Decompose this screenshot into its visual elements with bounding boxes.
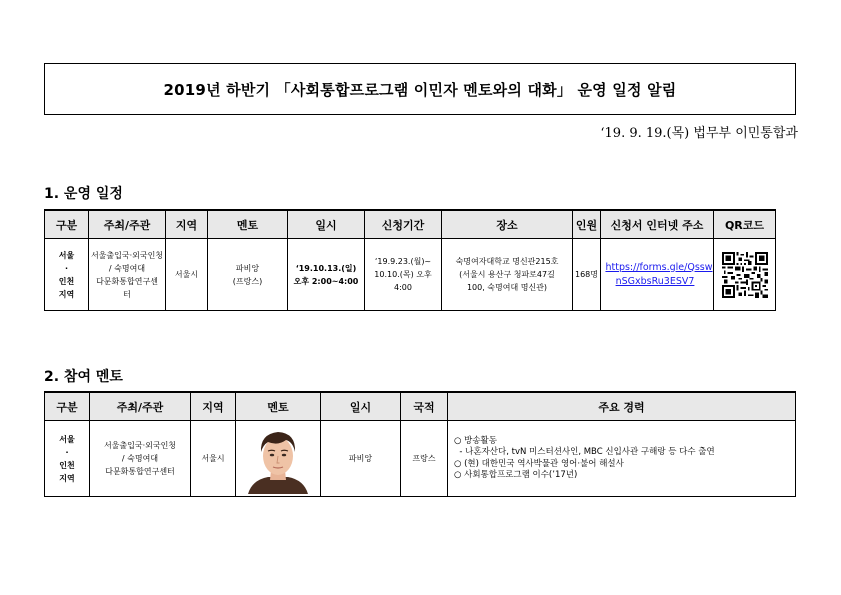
header-category: 구분 [45,210,89,239]
cell-category: 서울 · 인천 지역 [45,421,90,497]
cell-region: 서울시 [166,239,208,311]
schedule-row [45,239,776,311]
cell-place: 숙명여자대학교 명신관215호 (서울시 용산구 청파로47길 100, 숙명여대 명신관) [442,239,573,311]
header-host: 주최/주관 [90,392,191,421]
header-qr: QR코드 [714,210,776,239]
cell-host: 서울출입국·외국인청 / 숙명여대 다문화통합연구센 터 [89,239,166,311]
career-line: ○ 사회통합프로그램 이수(’17년) [454,470,578,480]
section1-heading: 1. 운영 일정 [44,186,123,202]
cell-datetime: ‘19.10.13.(일) 오후 2:00~4:00 [288,239,365,311]
header-url: 신청서 인터넷 주소 [601,210,714,239]
cell-mentor-photo [236,421,321,497]
dateline: ‘19. 9. 19.(목) 법무부 이민통합과 [600,126,798,141]
header-place: 장소 [442,210,573,239]
application-url-link[interactable]: https://forms.gle/QsswnSGxbsRu3ESV7 [605,261,713,287]
header-nationality: 국적 [401,392,448,421]
cell-mentor: 파비앙 (프랑스) [208,239,288,311]
mentor-portrait [238,424,318,494]
header-period: 신청기간 [365,210,442,239]
cell-period: ‘19.9.23.(월)~ 10.10.(목) 오후 4:00 [365,239,442,311]
header-category: 구분 [45,392,90,421]
cell-region: 서울시 [191,421,236,497]
cell-qr [714,239,776,311]
cell-category: 서울 · 인천 지역 [45,239,89,311]
header-career: 주요 경력 [448,392,796,421]
cell-nationality: 프랑스 [401,421,448,497]
header-datetime: 일시 [321,392,401,421]
career-line: ○ (현) 대한민국 역사박물관 영어·불어 해설사 [454,458,624,469]
cell-datetime: 파비앙 [321,421,401,497]
header-region: 지역 [166,210,208,239]
header-mentor: 멘토 [236,392,321,421]
header-datetime: 일시 [288,210,365,239]
section2-heading: 2. 참여 멘토 [44,369,123,385]
mentor-header-row [45,392,796,421]
header-mentor: 멘토 [208,210,288,239]
document-title: 2019년 하반기 「사회통합프로그램 이민자 멘토와의 대화」 운영 일정 알림 [44,63,796,115]
schedule-header-row [45,210,776,239]
cell-count: 168명 [573,239,601,311]
schedule-table [44,209,776,311]
career-line: ○ 방송활동 [454,435,497,446]
qr-code-icon [722,252,768,298]
header-region: 지역 [191,392,236,421]
header-count: 인원 [573,210,601,239]
cell-career [448,421,796,497]
mentor-table [44,391,796,497]
career-line: - 나혼자산다, tvN 미스터션사인, MBC 신입사관 구해랑 등 다수 출연 [454,447,715,457]
header-host: 주최/주관 [89,210,166,239]
mentor-row [45,421,796,497]
cell-host: 서울출입국·외국인청 / 숙명여대 다문화통합연구센터 [90,421,191,497]
cell-url[interactable] [601,239,714,311]
